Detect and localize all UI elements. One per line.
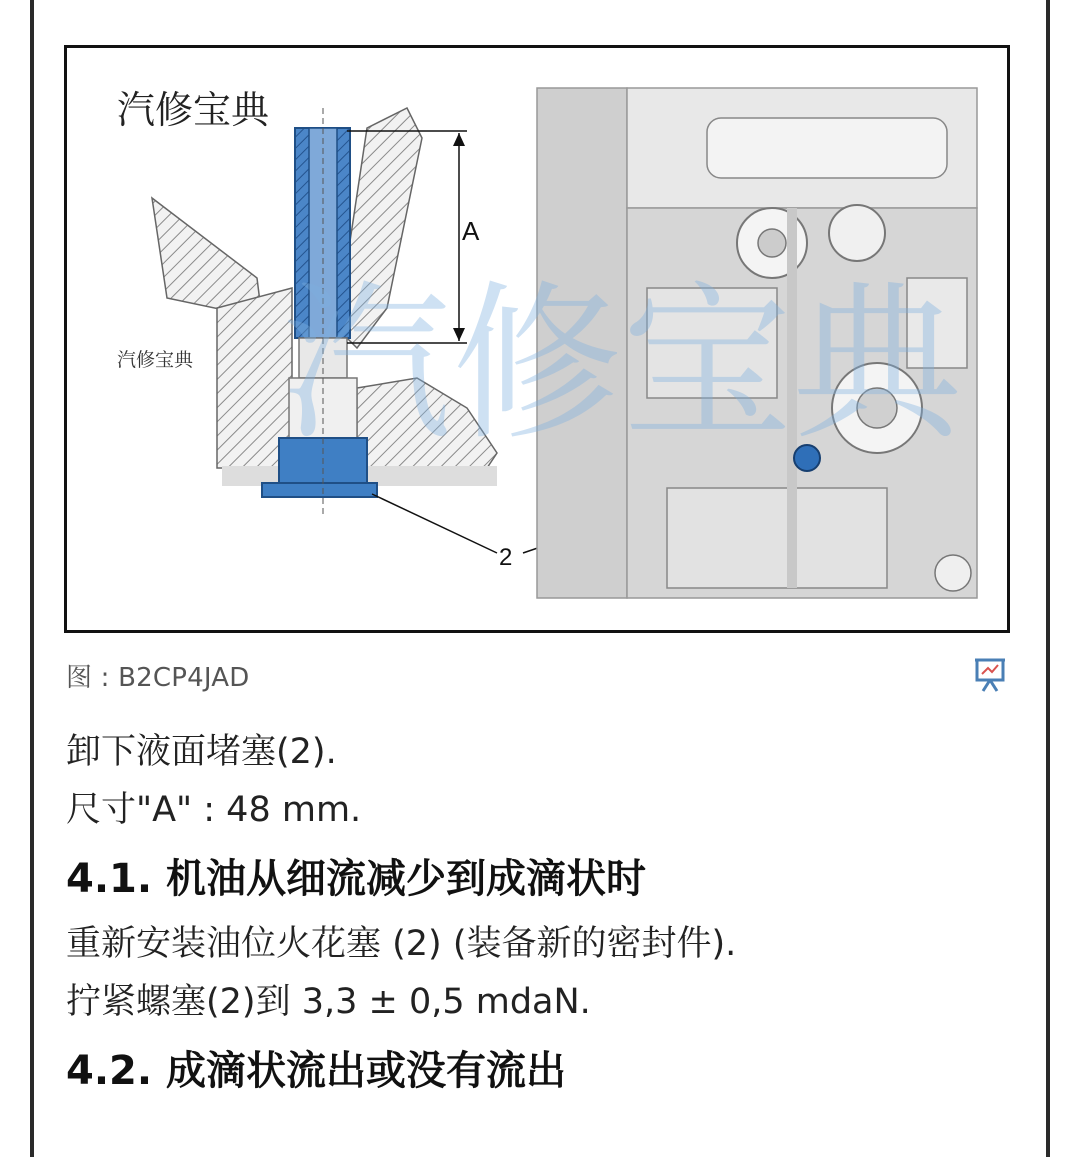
part-label-2: 2 [499,544,513,571]
page-frame-left [30,0,34,1157]
figure-caption: 图 : B2CP4JAD [66,662,250,693]
section-4-1-line2: 拧紧螺塞(2)到 3,3 ± 0,5 mdaN. [66,982,591,1022]
watermark-corner: 汽修宝典 [117,88,270,132]
step-dimension: 尺寸"A" : 48 mm. [66,790,362,830]
watermark-big: 汽修宝典 [282,266,963,464]
section-4-1-title: 4.1. 机油从细流减少到成滴状时 [66,856,646,902]
presentation-icon[interactable] [970,655,1010,695]
watermark-small: 汽修宝典 [117,349,194,371]
page-frame-right [1046,0,1050,1157]
section-4-2-title: 4.2. 成滴状流出或没有流出 [66,1048,566,1094]
figure-illustration [67,48,1007,630]
article-content [66,730,1010,1114]
section-4-1-line1: 重新安装油位火花塞 (2) (装备新的密封件). [66,924,737,964]
figure-image[interactable] [64,45,1010,633]
figure-caption-row [66,655,1010,695]
dimension-label-a: A [462,216,480,246]
step-remove-plug: 卸下液面堵塞(2). [66,732,337,772]
